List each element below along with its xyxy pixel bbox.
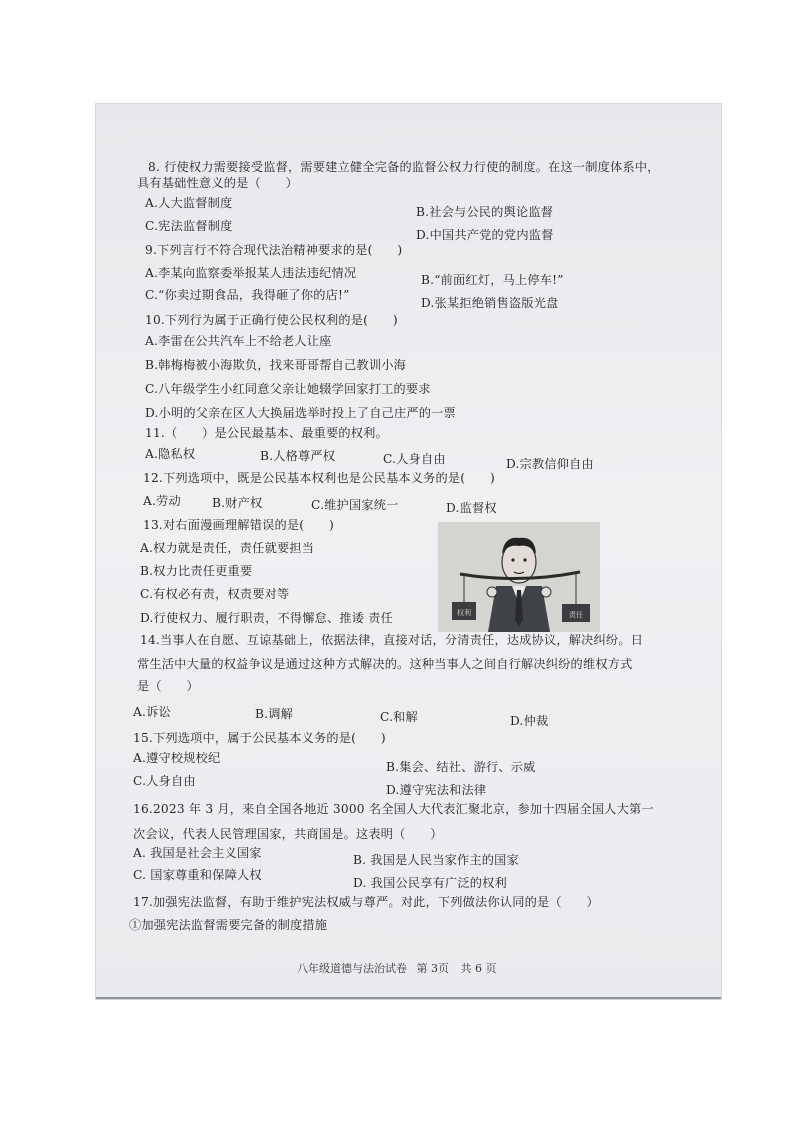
cartoon-drawing bbox=[438, 522, 600, 632]
question-15-option-d: D.遵守宪法和法律 bbox=[386, 783, 487, 797]
question-12: 12.下列选项中，既是公民基本权利也是公民基本义务的是( ) bbox=[143, 471, 495, 485]
question-14-option-a: A.诉讼 bbox=[133, 705, 171, 719]
question-16-continuation: 次会议，代表人民管理国家，共商国是。这表明（ ） bbox=[133, 827, 443, 841]
question-15-option-b: B.集会、结社、游行、示威 bbox=[386, 760, 536, 774]
question-13-option-c: C.有权必有责，权责要对等 bbox=[140, 587, 290, 601]
question-9-option-d: D.张某拒绝销售盗版光盘 bbox=[421, 296, 559, 310]
question-14-option-d: D.仲裁 bbox=[510, 714, 549, 728]
question-8-option-d: D.中国共产党的党内监督 bbox=[416, 228, 554, 242]
question-14-option-c: C.和解 bbox=[380, 710, 418, 724]
footer-total-pages: 共 6 页 bbox=[460, 962, 497, 975]
question-10-option-a: A.李雷在公共汽车上不给老人让座 bbox=[145, 334, 332, 348]
question-10: 10.下列行为属于正确行使公民权利的是( ) bbox=[145, 313, 398, 327]
question-15-option-c: C.人身自由 bbox=[133, 774, 196, 788]
question-12-option-d: D.监督权 bbox=[446, 501, 497, 515]
cartoon-image bbox=[438, 522, 600, 632]
question-10-option-b: B.韩梅梅被小海欺负，找来哥哥帮自己教训小海 bbox=[145, 358, 406, 372]
question-8-option-b: B.社会与公民的舆论监督 bbox=[416, 205, 554, 219]
question-14-option-b: B.调解 bbox=[255, 707, 294, 721]
question-9-option-c: C.“你卖过期食品，我得砸了你的店!” bbox=[145, 288, 350, 302]
question-10-option-c: C.八年级学生小红同意父亲让她辍学回家打工的要求 bbox=[145, 382, 431, 396]
question-13-option-a: A.权力就是责任，责任就要担当 bbox=[140, 541, 315, 555]
question-8: 8. 行使权力需要接受监督，需要建立健全完备的监督公权力行使的制度。在这一制度体系中， bbox=[148, 160, 660, 174]
question-8-continuation: 具有基础性意义的是（ ） bbox=[137, 176, 299, 190]
question-13-option-d: D.行使权力、履行职责，不得懈怠、推诿 责任 bbox=[140, 611, 394, 625]
question-14-continuation-1: 常生活中大量的权益争议是通过这种方式解决的。这种当事人之间自行解决纠纷的维权方式 bbox=[137, 657, 633, 671]
question-11-option-b: B.人格尊严权 bbox=[260, 449, 336, 463]
question-16: 16.2023 年 3 月，来自全国各地近 3000 名全国人大代表汇聚北京，参加十四届全国人大第一 bbox=[133, 802, 654, 816]
question-14-continuation-2: 是（ ） bbox=[137, 679, 199, 693]
question-12-option-a: A.劳动 bbox=[143, 494, 181, 508]
question-11-option-c: C.人身自由 bbox=[383, 452, 446, 466]
question-16-option-a: A. 我国是社会主义国家 bbox=[133, 846, 262, 860]
question-16-option-c: C. 国家尊重和保障人权 bbox=[133, 868, 262, 882]
question-11: 11.（ ）是公民最基本、最重要的权利。 bbox=[145, 426, 388, 440]
question-13-option-b: B.权力比责任更重要 bbox=[140, 564, 253, 578]
question-8-option-c: C.宪法监督制度 bbox=[145, 219, 233, 233]
question-11-option-a: A.隐私权 bbox=[145, 447, 196, 461]
question-16-option-b: B. 我国是人民当家作主的国家 bbox=[353, 853, 519, 867]
question-13: 13.对右面漫画理解错误的是( ) bbox=[143, 518, 334, 532]
question-15: 15.下列选项中，属于公民基本义务的是( ) bbox=[133, 731, 386, 745]
question-15-option-a: A.遵守校规校纪 bbox=[133, 751, 221, 765]
right-weight-label: 责任 bbox=[569, 611, 583, 619]
question-8-option-a: A.人大监督制度 bbox=[145, 196, 233, 210]
question-9: 9.下列言行不符合现代法治精神要求的是( ) bbox=[145, 243, 403, 257]
page-footer bbox=[297, 960, 497, 976]
footer-page-number: 第 3页 bbox=[416, 962, 449, 975]
question-9-option-b: B.“前面红灯，马上停车!” bbox=[421, 273, 564, 287]
question-10-option-d: D.小明的父亲在区人大换届选举时投上了自己庄严的一票 bbox=[145, 406, 456, 420]
question-17: 17.加强宪法监督，有助于维护宪法权威与尊严。对此，下列做法你认同的是（ ） bbox=[133, 895, 599, 909]
question-16-option-d: D. 我国公民享有广泛的权利 bbox=[353, 876, 507, 890]
question-17-statement-1: ①加强宪法监督需要完备的制度措施 bbox=[129, 918, 328, 932]
left-weight-label: 权利 bbox=[457, 609, 471, 617]
question-11-option-d: D.宗教信仰自由 bbox=[506, 457, 594, 471]
footer-subject: 八年级道德与法治试卷 bbox=[297, 962, 407, 975]
question-12-option-c: C.维护国家统一 bbox=[311, 498, 399, 512]
question-9-option-a: A.李某向监察委举报某人违法违纪情况 bbox=[145, 266, 357, 280]
question-14: 14.当事人在自愿、互谅基础上，依据法律，直接对话，分清责任，达成协议，解决纠纷。日 bbox=[140, 633, 644, 647]
question-12-option-b: B.财产权 bbox=[212, 496, 263, 510]
